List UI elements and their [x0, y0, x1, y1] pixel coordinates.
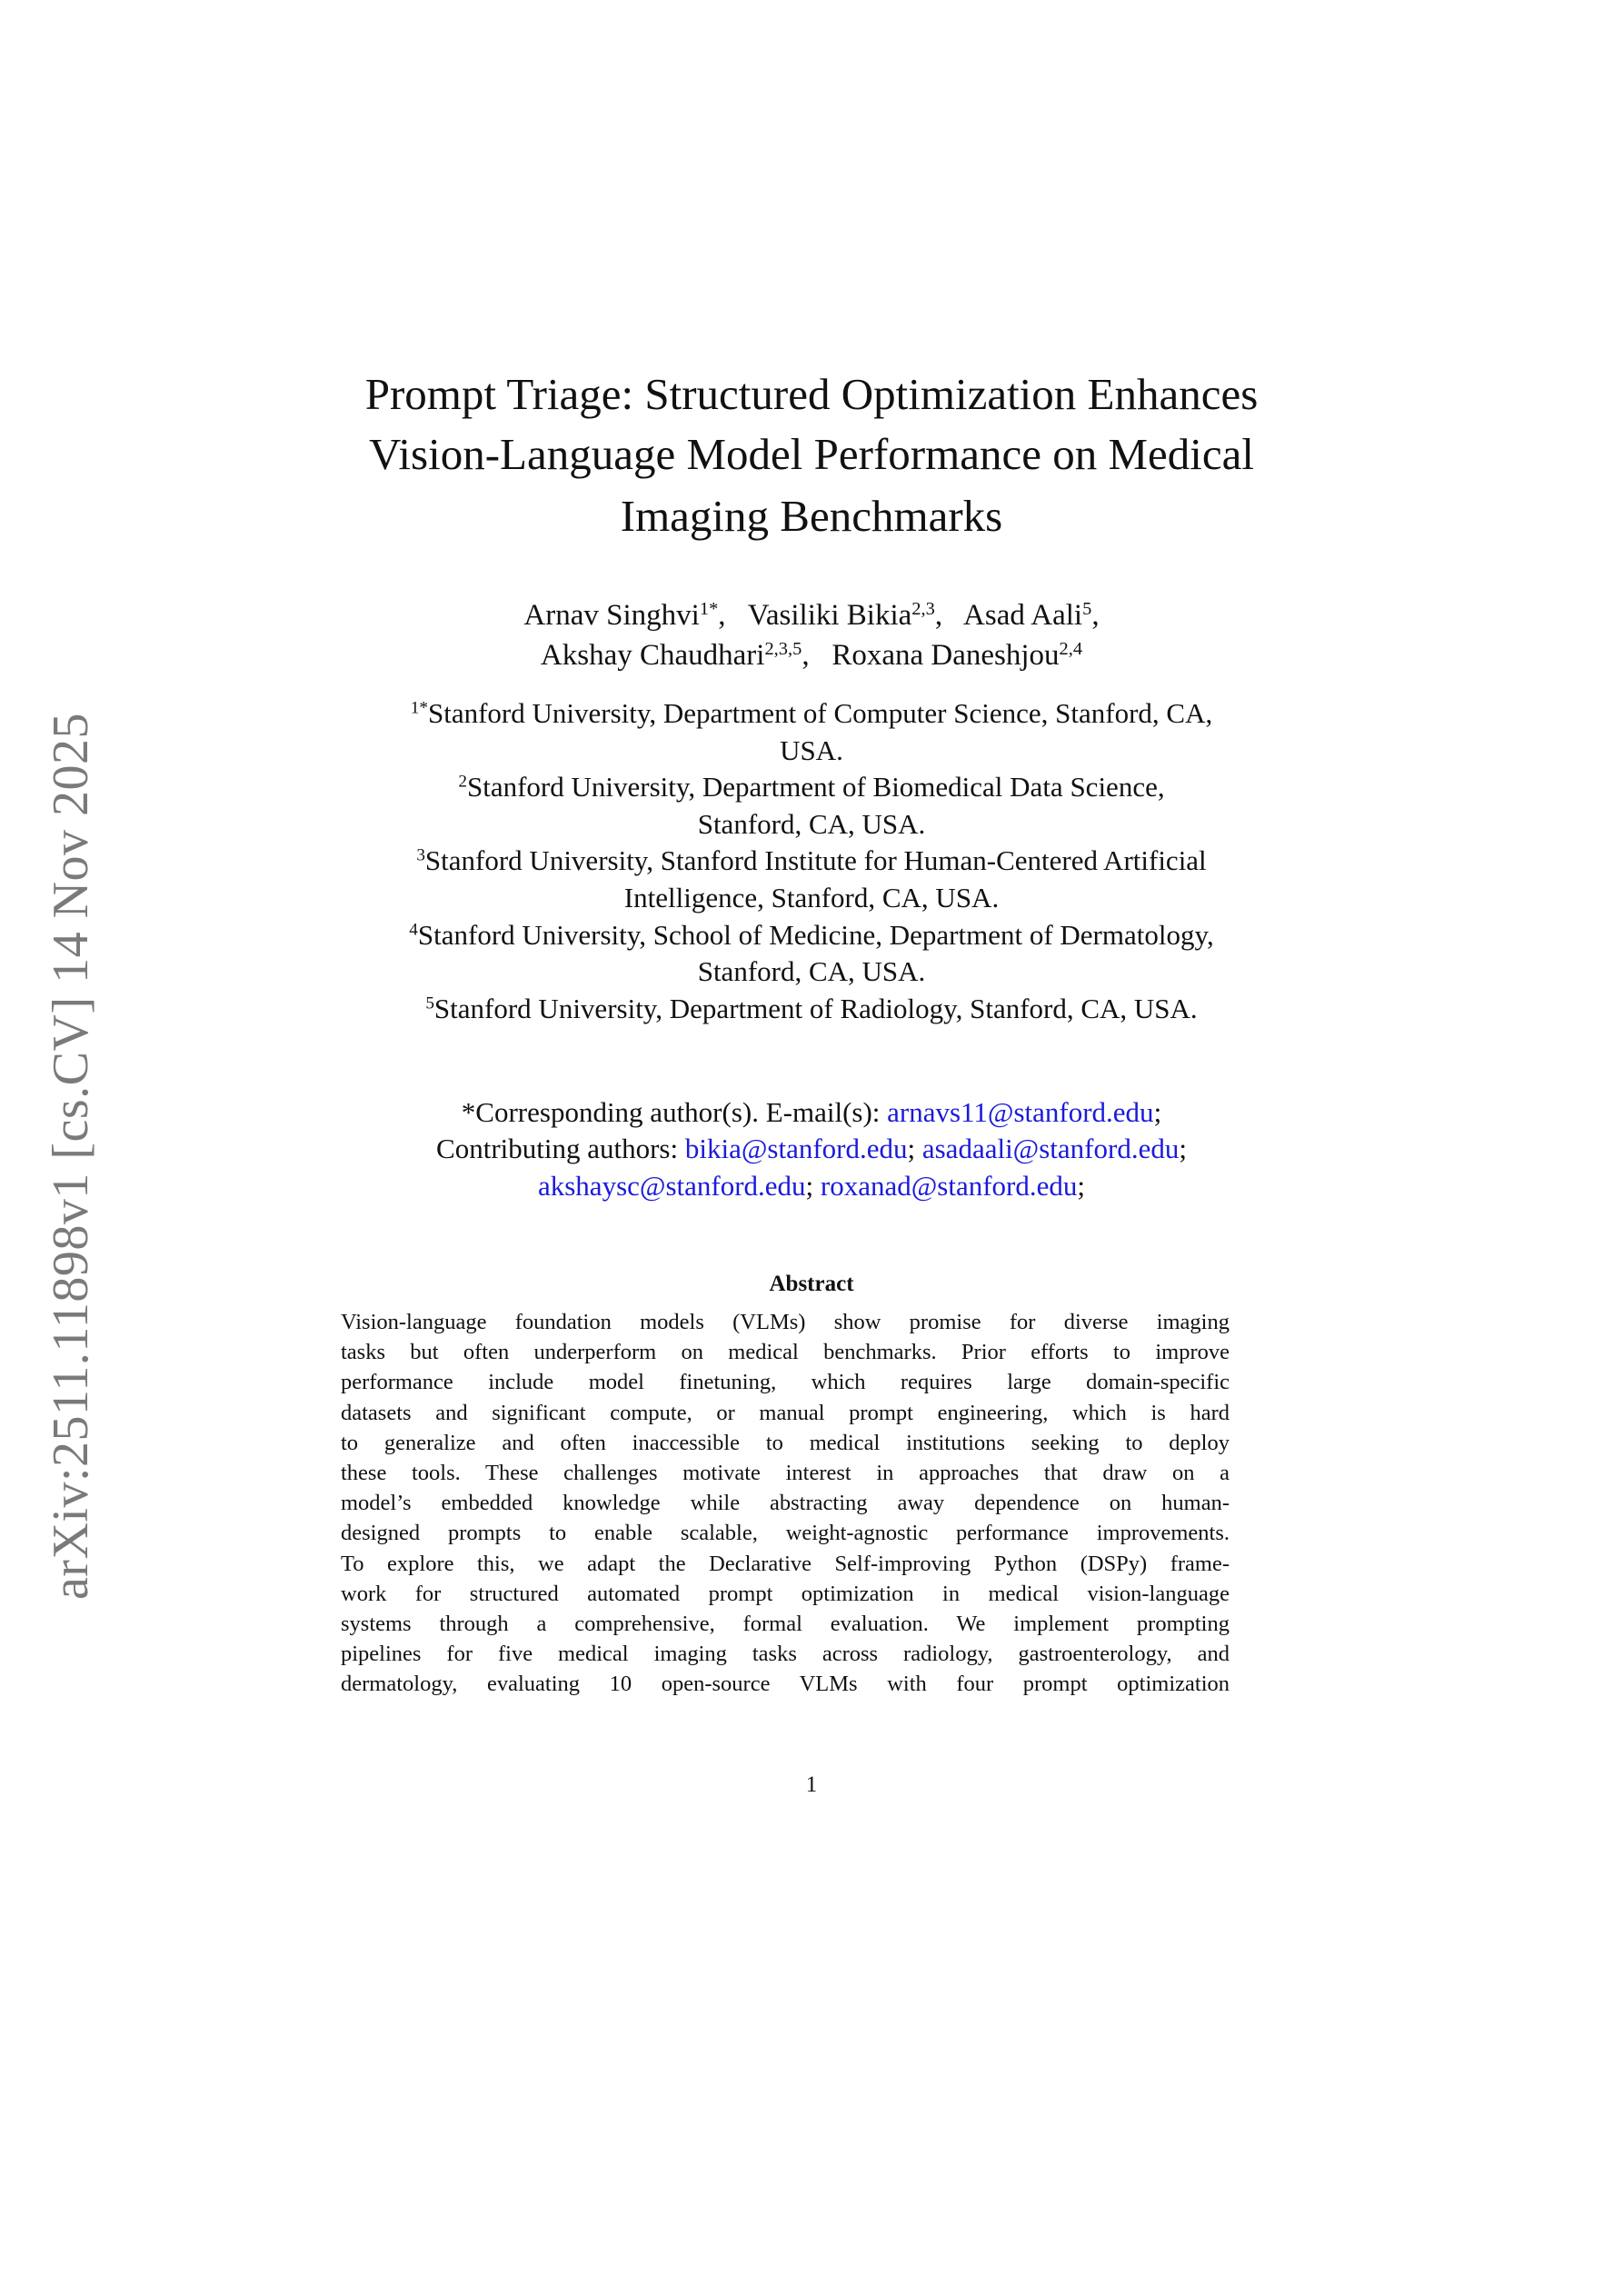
affiliation-text: USA.	[780, 734, 843, 766]
author-affil-sup: 5	[1082, 598, 1092, 619]
email-link[interactable]: arnavs11@stanford.edu	[887, 1096, 1154, 1128]
abstract-line: dermatology, evaluating 10 open-source VLMs with four prompt optimization	[341, 1672, 1230, 1697]
email-link[interactable]: roxanad@stanford.edu	[820, 1170, 1078, 1202]
abstract-body	[341, 1307, 1230, 1699]
arxiv-sidebar-id: arXiv:2511.11898v1 [cs.CV] 14 Nov 2025	[43, 712, 99, 1601]
corresponding-label: *Corresponding author(s). E-mail(s):	[461, 1096, 881, 1128]
abstract-line: tasks but often underperform on medical benchmarks. Prior efforts to improve	[341, 1340, 1230, 1365]
affil-sup: 5	[425, 993, 434, 1013]
abstract-line: work for structured automated prompt optimization in medical vision-language	[341, 1581, 1230, 1606]
affiliation-text: Intelligence, Stanford, CA, USA.	[623, 882, 1000, 913]
abstract-line: these tools. These challenges motivate interest in approaches that draw on a	[341, 1460, 1230, 1485]
affil-sup: 3	[416, 845, 425, 865]
contributing-label: Contributing authors:	[436, 1133, 679, 1164]
affil-sup: 2	[458, 772, 467, 792]
affiliation-text: Stanford University, Department of Biomedical Data Science,	[467, 771, 1165, 803]
separator: ;	[907, 1133, 916, 1164]
author-name: Roxana Daneshjou	[831, 639, 1060, 672]
title-line: Vision-Language Model Performance on Medical	[368, 429, 1255, 479]
author-name: Arnav Singhvi	[523, 599, 700, 632]
title-line: Prompt Triage: Structured Optimization Enhances	[364, 369, 1259, 419]
title-line: Imaging Benchmarks	[620, 491, 1003, 541]
abstract-line: systems through a comprehensive, formal evaluation. We implement prompting	[341, 1611, 1230, 1636]
separator: ;	[1179, 1133, 1187, 1164]
author-name: Akshay Chaudhari	[540, 639, 765, 672]
abstract-line: Vision-language foundation models (VLMs) show promise for diverse imaging	[341, 1310, 1230, 1334]
abstract-line: performance include model finetuning, which requires large domain-specific	[341, 1370, 1230, 1395]
separator: ;	[805, 1170, 814, 1202]
email-link[interactable]: asadaali@stanford.edu	[921, 1133, 1180, 1164]
affiliation-text: Stanford University, Department of Radiology, Stanford, CA, USA.	[433, 993, 1198, 1024]
affiliation-text: Stanford, CA, USA.	[697, 955, 926, 987]
affiliation-text: Stanford, CA, USA.	[697, 808, 926, 840]
author-name: Asad Aali	[963, 599, 1083, 632]
author-affil-sup: 2,3,5	[764, 638, 802, 659]
affiliation-text: Stanford University, Department of Computer Science, Stanford, CA,	[427, 697, 1213, 729]
affil-sup: 4	[409, 920, 418, 940]
affiliation-text: Stanford University, Stanford Institute for Human-Centered Artificial	[424, 844, 1207, 876]
abstract-line: designed prompts to enable scalable, weight-agnostic performance improvements.	[341, 1521, 1230, 1546]
abstract-line: model’s embedded knowledge while abstracting away dependence on human-	[341, 1491, 1230, 1516]
page-number: 1	[805, 1772, 818, 1797]
affiliation-text: Stanford University, School of Medicine, Department of Dermatology,	[417, 919, 1214, 951]
abstract-line: pipelines for five medical imaging tasks across radiology, gastroenterology, and	[341, 1642, 1230, 1667]
abstract-heading: Abstract	[769, 1272, 854, 1296]
affil-sup: 1*	[410, 698, 428, 718]
abstract-line: To explore this, we adapt the Declarative Self-improving Python (DSPy) frame-	[341, 1551, 1230, 1576]
email-link[interactable]: akshaysc@stanford.edu	[537, 1170, 806, 1202]
author-affil-sup: 2,3	[911, 598, 935, 619]
author-affil-sup: 2,4	[1059, 638, 1083, 659]
abstract-line: datasets and significant compute, or manual prompt engineering, which is hard	[341, 1400, 1230, 1425]
abstract-line: to generalize and often inaccessible to medical institutions seeking to deploy	[341, 1430, 1230, 1455]
separator: ;	[1077, 1170, 1086, 1202]
author-affil-sup: 1*	[699, 598, 719, 619]
email-link[interactable]: bikia@stanford.edu	[684, 1133, 908, 1164]
separator: ;	[1153, 1096, 1162, 1128]
author-name: Vasiliki Bikia	[747, 599, 912, 632]
